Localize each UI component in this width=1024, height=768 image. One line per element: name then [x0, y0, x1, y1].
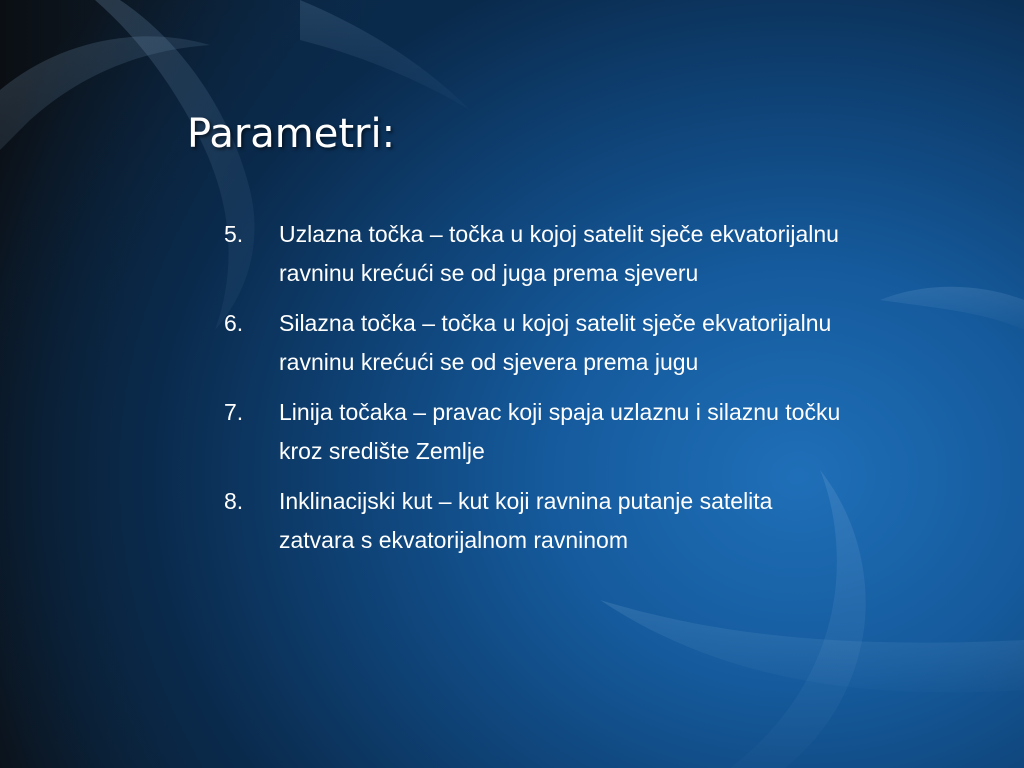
- list-item-text: Linija točaka – pravac koji spaja uzlaznu i silaznu točku kroz središte Zemlje: [279, 399, 841, 464]
- list-item-number: 6.: [224, 310, 244, 336]
- list-item-text: Silazna točka – točka u kojoj satelit sječe ekvatorijalnu ravninu krećući se od sjevera prema jugu: [279, 310, 832, 375]
- list-item: [224, 215, 844, 293]
- list-item-number: 8.: [224, 488, 244, 514]
- list-item: [224, 482, 844, 560]
- list-item-text: Uzlazna točka – točka u kojoj satelit sječe ekvatorijalnu ravninu krećući se od juga prema sjeveru: [279, 221, 839, 286]
- list-item: [224, 393, 844, 471]
- list-item: [224, 304, 844, 382]
- parameter-list: [224, 215, 844, 571]
- list-item-text: Inklinacijski kut – kut koji ravnina putanje satelita zatvara s ekvatorijalnom ravninom: [279, 488, 773, 553]
- slide-title: Parametri:: [187, 111, 396, 157]
- list-item-number: 5.: [224, 221, 244, 247]
- list-item-number: 7.: [224, 399, 244, 425]
